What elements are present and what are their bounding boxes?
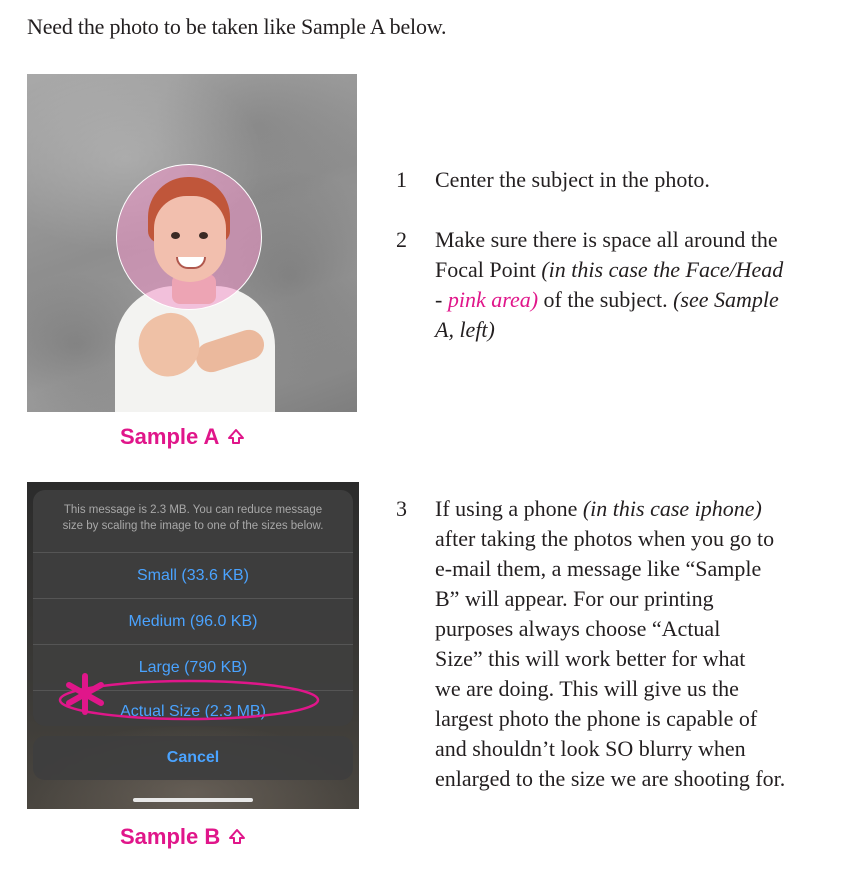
pink-area-text: pink area) — [447, 287, 539, 312]
message-line: This message is 2.3 MB. You can reduce message — [63, 504, 323, 516]
text-run: Focal Point — [435, 257, 542, 282]
italic-run: (see Sample — [673, 287, 779, 312]
italic-run: (in this case iphone) — [582, 496, 762, 521]
step-line: largest photo the phone is capable of — [435, 706, 758, 731]
sample-b-screenshot — [27, 482, 359, 809]
step-text — [435, 225, 835, 345]
italic-run: (in this case the Face/Head — [541, 257, 784, 282]
eye-left — [171, 232, 180, 239]
step-line — [435, 494, 845, 524]
sample-a-caption — [120, 424, 245, 450]
step-number: 2 — [396, 227, 407, 252]
step-line: B” will appear. For our printing — [435, 586, 714, 611]
step-number: 3 — [396, 496, 407, 521]
sample-a-label: Sample A — [120, 424, 220, 449]
face — [154, 196, 226, 282]
option-large[interactable]: Large (790 KB) — [33, 644, 353, 690]
sample-b-label: Sample B — [120, 824, 221, 849]
step-line: Size” this will work better for what — [435, 646, 746, 671]
step-line — [435, 255, 835, 285]
text-run: If using a phone — [435, 496, 583, 521]
step-line: e-mail them, a message like “Sample — [435, 556, 762, 581]
asterisk-icon — [63, 672, 107, 716]
step-line: and shouldn’t look SO blurry when — [435, 736, 746, 761]
option-medium[interactable]: Medium (96.0 KB) — [33, 598, 353, 644]
up-arrow-outline-icon — [227, 428, 245, 446]
option-small[interactable]: Small (33.6 KB) — [33, 552, 353, 598]
eye-right — [199, 232, 208, 239]
sample-b-caption — [120, 824, 246, 850]
step-line: we are doing. This will give us the — [435, 676, 739, 701]
option-actual-size[interactable]: Actual Size (2.3 MB) — [33, 690, 353, 726]
step-number: 1 — [396, 167, 407, 192]
step-line: Make sure there is space all around the — [435, 227, 778, 252]
sample-a-photo — [27, 74, 357, 412]
size-message — [33, 502, 353, 534]
message-line: size by scaling the image to one of the sizes below. — [62, 520, 324, 532]
step-text — [435, 494, 845, 794]
cancel-button[interactable]: Cancel — [33, 736, 353, 780]
home-indicator — [133, 798, 253, 802]
italic-run: - — [435, 287, 448, 312]
up-arrow-outline-icon — [228, 828, 246, 846]
step-text: Center the subject in the photo. — [435, 167, 710, 192]
text-run: of the subject. — [538, 287, 674, 312]
step-line: purposes always choose “Actual — [435, 616, 721, 641]
step-line: A, left) — [435, 317, 495, 342]
step-line: after taking the photos when you go to — [435, 526, 775, 551]
intro-text: Need the photo to be taken like Sample A below. — [27, 14, 447, 39]
step-line: enlarged to the size we are shooting for. — [435, 766, 786, 791]
step-line — [435, 285, 835, 315]
